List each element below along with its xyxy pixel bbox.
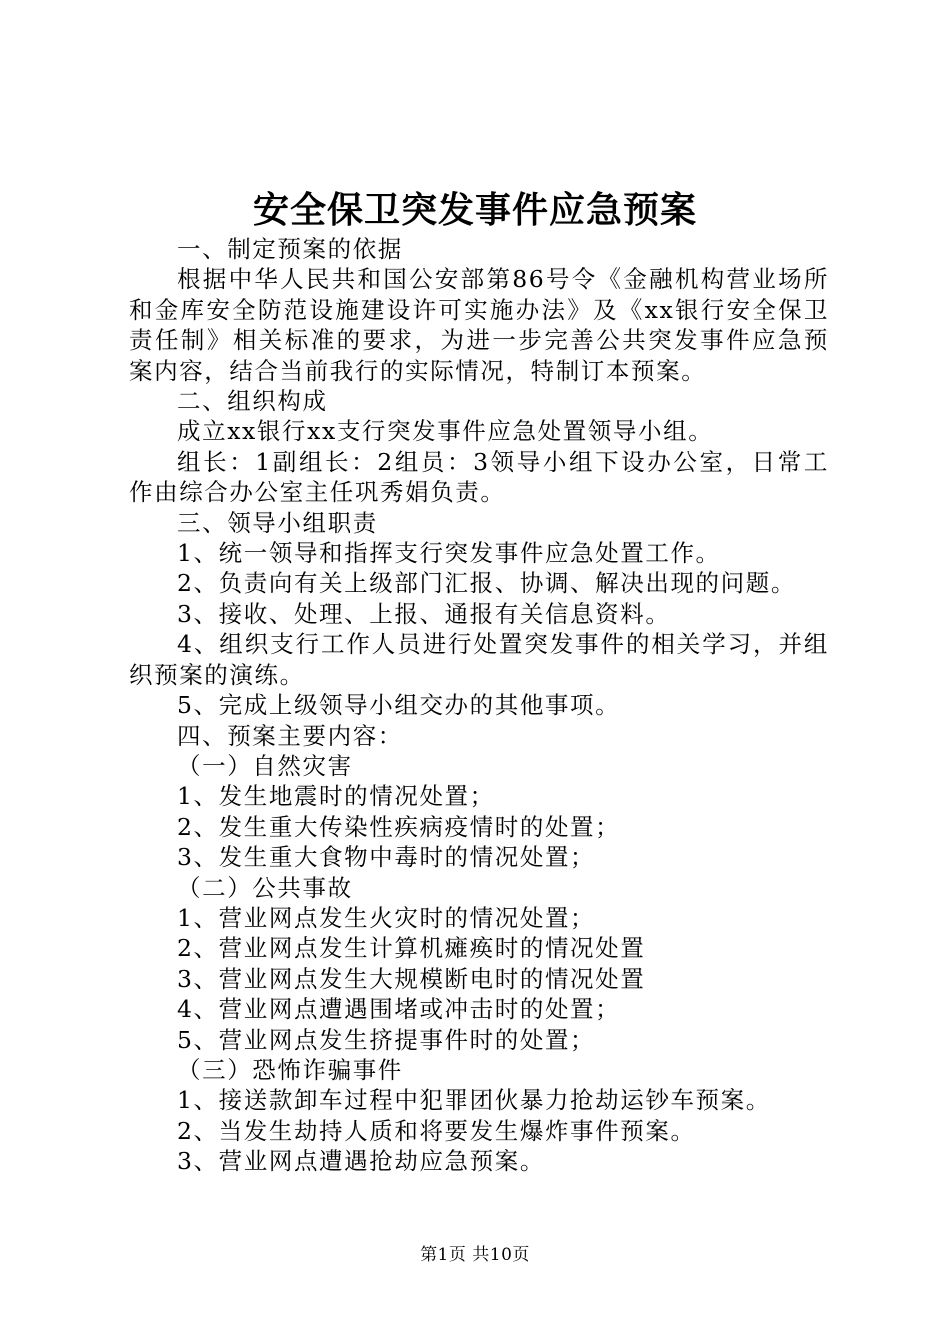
list-item: 3、营业网点发生大规模断电时的情况处置	[177, 964, 646, 993]
section-heading-organization: 二、组织构成	[177, 387, 328, 416]
list-item: 4、组织支行工作人员进行处置突发事件的相关学习，并组织预案的演练。	[129, 630, 829, 689]
list-item: 5、完成上级领导小组交办的其他事项。	[177, 691, 621, 720]
subsection-heading-public-accident: （二）公共事故	[177, 873, 353, 902]
list-item: 2、负责向有关上级部门汇报、协调、解决出现的问题。	[177, 569, 796, 598]
list-item: 2、发生重大传染性疾病疫情时的处置；	[177, 812, 621, 841]
paragraph-members: 组长：1副组长：2组员：3领导小组下设办公室，日常工作由综合办公室主任巩秀娟负责。	[129, 447, 829, 507]
list-item: 3、接收、处理、上报、通报有关信息资料。	[177, 599, 671, 628]
section-heading-duties: 三、领导小组职责	[177, 508, 378, 537]
subsection-heading-natural-disaster: （一）自然灾害	[177, 751, 353, 780]
section-heading-basis: 一、制定预案的依据	[177, 235, 403, 263]
list-item: 1、接送款卸车过程中犯罪团伙暴力抢劫运钞车预案。	[177, 1086, 771, 1115]
document-title: 安全保卫突发事件应急预案	[252, 189, 697, 231]
list-item: 1、统一领导和指挥支行突发事件应急处置工作。	[177, 539, 721, 568]
paragraph-organization: 成立xx银行xx支行突发事件应急处置领导小组。	[177, 417, 714, 446]
list-item: 2、当发生劫持人质和将要发生爆炸事件预案。	[177, 1116, 696, 1145]
list-item: 1、发生地震时的情况处置；	[177, 782, 495, 811]
page-number-footer: 第1页 共10页	[420, 1245, 530, 1265]
list-item: 1、营业网点发生火灾时的情况处置；	[177, 903, 596, 932]
section-heading-content: 四、预案主要内容：	[177, 721, 403, 750]
list-item: 2、营业网点发生计算机瘫痪时的情况处置	[177, 934, 646, 963]
list-item: 3、营业网点遭遇抢劫应急预案。	[177, 1147, 545, 1176]
list-item: 5、营业网点发生挤提事件时的处置；	[177, 1025, 596, 1054]
list-item: 3、发生重大食物中毒时的情况处置；	[177, 843, 596, 872]
subsection-heading-terror-fraud: （三）恐怖诈骗事件	[177, 1055, 403, 1084]
list-item: 4、营业网点遭遇围堵或冲击时的处置；	[177, 995, 621, 1024]
paragraph-basis: 根据中华人民共和国公安部第86号令《金融机构营业场所和金库安全防范设施建设许可实施办法》及《xx银行安全保卫责任制》相关标准的要求，为进一步完善公共突发事件应急预案内容，结合当前我行的实际情况，特制订本预案。	[129, 265, 829, 385]
document-body	[129, 234, 829, 1177]
